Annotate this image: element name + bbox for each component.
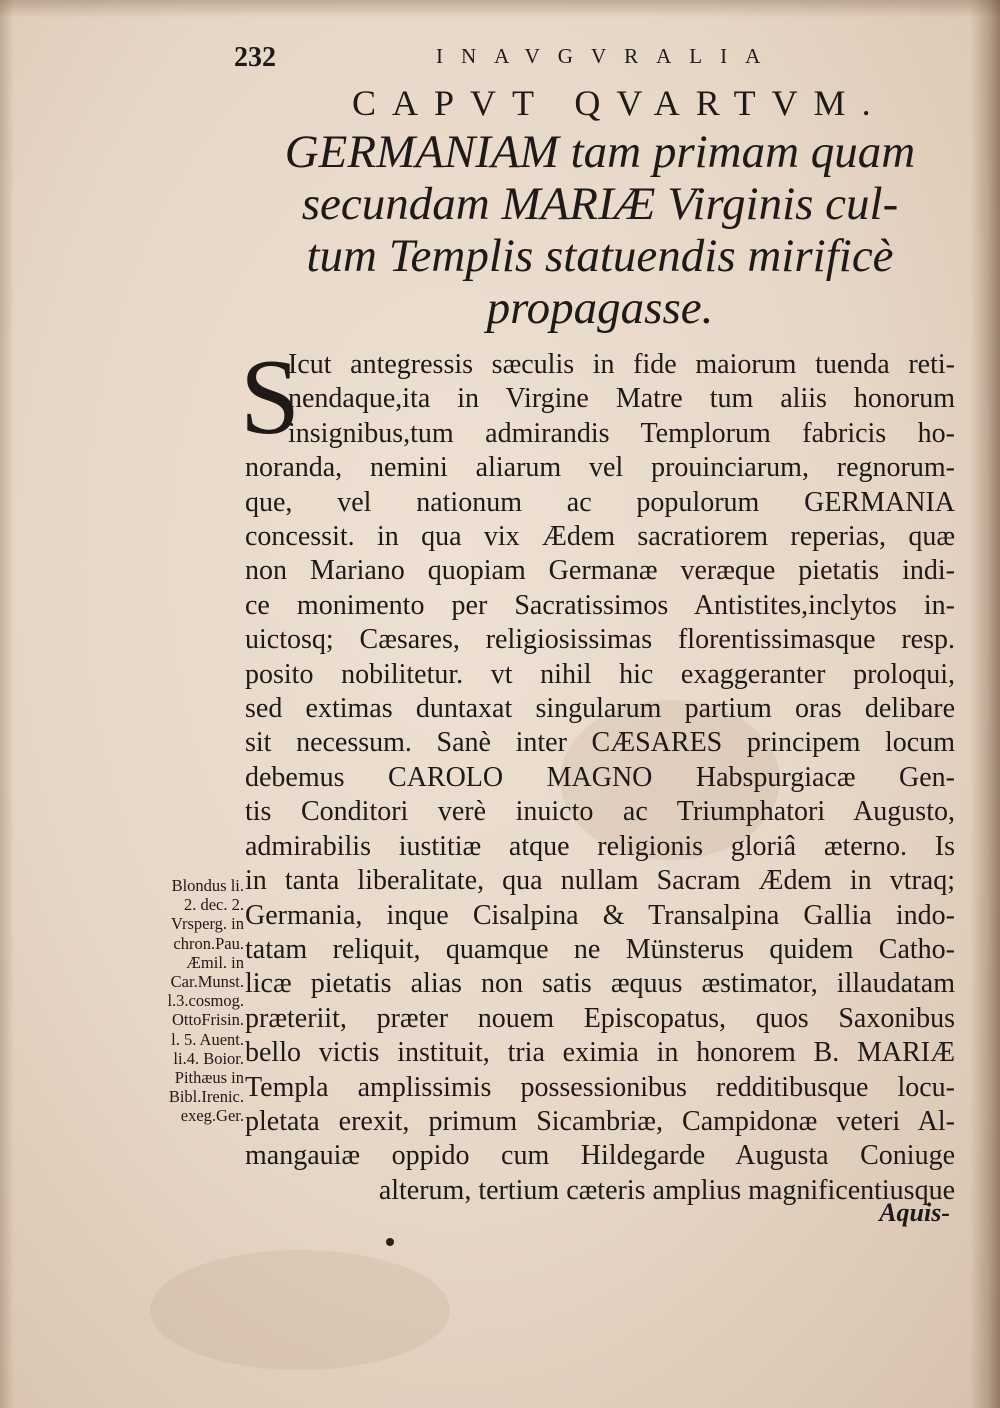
body-line: insignibus,tum admirandis Templorum fabricis ho-	[288, 417, 955, 449]
margin-note: exeg.Ger.	[180, 1106, 244, 1126]
drop-cap: S	[240, 338, 301, 457]
body-line: alterum, tertium cæteris amplius magnificentiusque	[378, 1174, 955, 1206]
margin-note: Pithæus in	[174, 1068, 244, 1088]
margin-note: OttoFrisin.	[172, 1010, 244, 1030]
body-line: Templa amplissimis possessionibus redditibusque locu-	[245, 1071, 955, 1103]
margin-note: Blondus li.	[171, 876, 244, 895]
margin-notes	[118, 876, 244, 1126]
heading-line: tum Templis statuendis mirificè	[306, 230, 894, 282]
paper-stain	[150, 1250, 450, 1370]
body-line: sed extimas duntaxat singularum partium oras delibare	[245, 693, 955, 725]
margin-note: li.4. Boior.	[173, 1048, 244, 1068]
margin-note: l. 5. Auent.	[171, 1029, 244, 1049]
body-line: que, vel nationum ac populorum GERMANIA	[245, 486, 955, 518]
body-line: sit necessum. Sanè inter CÆSARES principem locum	[245, 727, 955, 759]
body-line: admirabilis iustitiæ atque religionis gloriâ æterno. Is	[245, 830, 955, 862]
margin-note: Vrsperg. in	[171, 914, 244, 934]
body-line: debemus CAROLO MAGNO Habspurgiacæ Gen-	[245, 761, 955, 793]
running-head: INAVGVRALIA	[436, 44, 779, 68]
heading-line: GERMANIAM tam primam quam	[284, 126, 916, 178]
body-line: Germania, inque Cisalpina & Transalpina Gallia indo-	[245, 899, 955, 931]
heading-line: secundam MARIÆ Virginis cul-	[301, 178, 899, 230]
margin-note: 2. dec. 2.	[183, 895, 244, 915]
body-line: nendaque,ita in Virgine Matre tum aliis honorum	[288, 383, 955, 415]
body-line: pletata erexit, primum Sicambriæ, Campidonæ veteri Al-	[245, 1105, 955, 1137]
catchword: Aquis-	[879, 1198, 950, 1227]
body-line: præteriit, præter nouem Episcopatus, quos Saxonibus	[245, 1002, 955, 1034]
margin-note: chron.Pau.	[173, 933, 244, 953]
ink-spot	[386, 1238, 394, 1246]
body-line: licæ pietatis alias non satis æquus æstimator, illaudatam	[245, 968, 955, 1000]
body-line: non Mariano quopiam Germanæ veræque pietatis indi-	[245, 555, 955, 587]
body-line: tis Conditori verè inuicto ac Triumphatori Augusto,	[245, 796, 955, 828]
page-edge-right	[970, 0, 1000, 1408]
body-line: mangauiæ oppido cum Hildegarde Augusta Coniuge	[245, 1140, 955, 1172]
body-line: in tanta liberalitate, qua nullam Sacram Ædem in vtraq;	[245, 865, 955, 897]
margin-note: l.3.cosmog.	[167, 991, 244, 1011]
margin-note: Car.Munst.	[170, 972, 244, 992]
page-edge-left	[0, 0, 14, 1408]
chapter-heading	[230, 126, 970, 334]
body-line: noranda, nemini aliarum vel prouinciarum, regnorum-	[245, 452, 955, 484]
margin-note: Æmil. in	[186, 952, 244, 972]
body-line: ce monimento per Sacratissimos Antistites,inclytos in-	[245, 589, 955, 621]
heading-line: propagasse.	[486, 282, 714, 334]
body-line: posito nobilitetur. vt nihil hic exaggeranter proloqui,	[245, 658, 955, 690]
body-line: Icut antegressis sæculis in fide maiorum tuenda reti-	[288, 349, 955, 380]
page-edge-top	[0, 0, 1000, 18]
body-line: concessit. in qua vix Ædem sacratiorem reperias, quæ	[245, 521, 955, 553]
page-number: 232	[234, 42, 276, 73]
body-line: bello victis instituit, tria eximia in honorem B. MARIÆ	[245, 1037, 955, 1069]
body-text	[245, 348, 955, 1208]
body-line: tatam reliquit, quamque ne Münsterus quidem Catho-	[245, 933, 955, 965]
body-line: uictosq; Cæsares, religiosissimas florentissimasque resp.	[245, 624, 955, 656]
margin-note: Bibl.Irenic.	[168, 1087, 244, 1107]
chapter-title: CAPVT QVARTVM.	[352, 83, 887, 123]
